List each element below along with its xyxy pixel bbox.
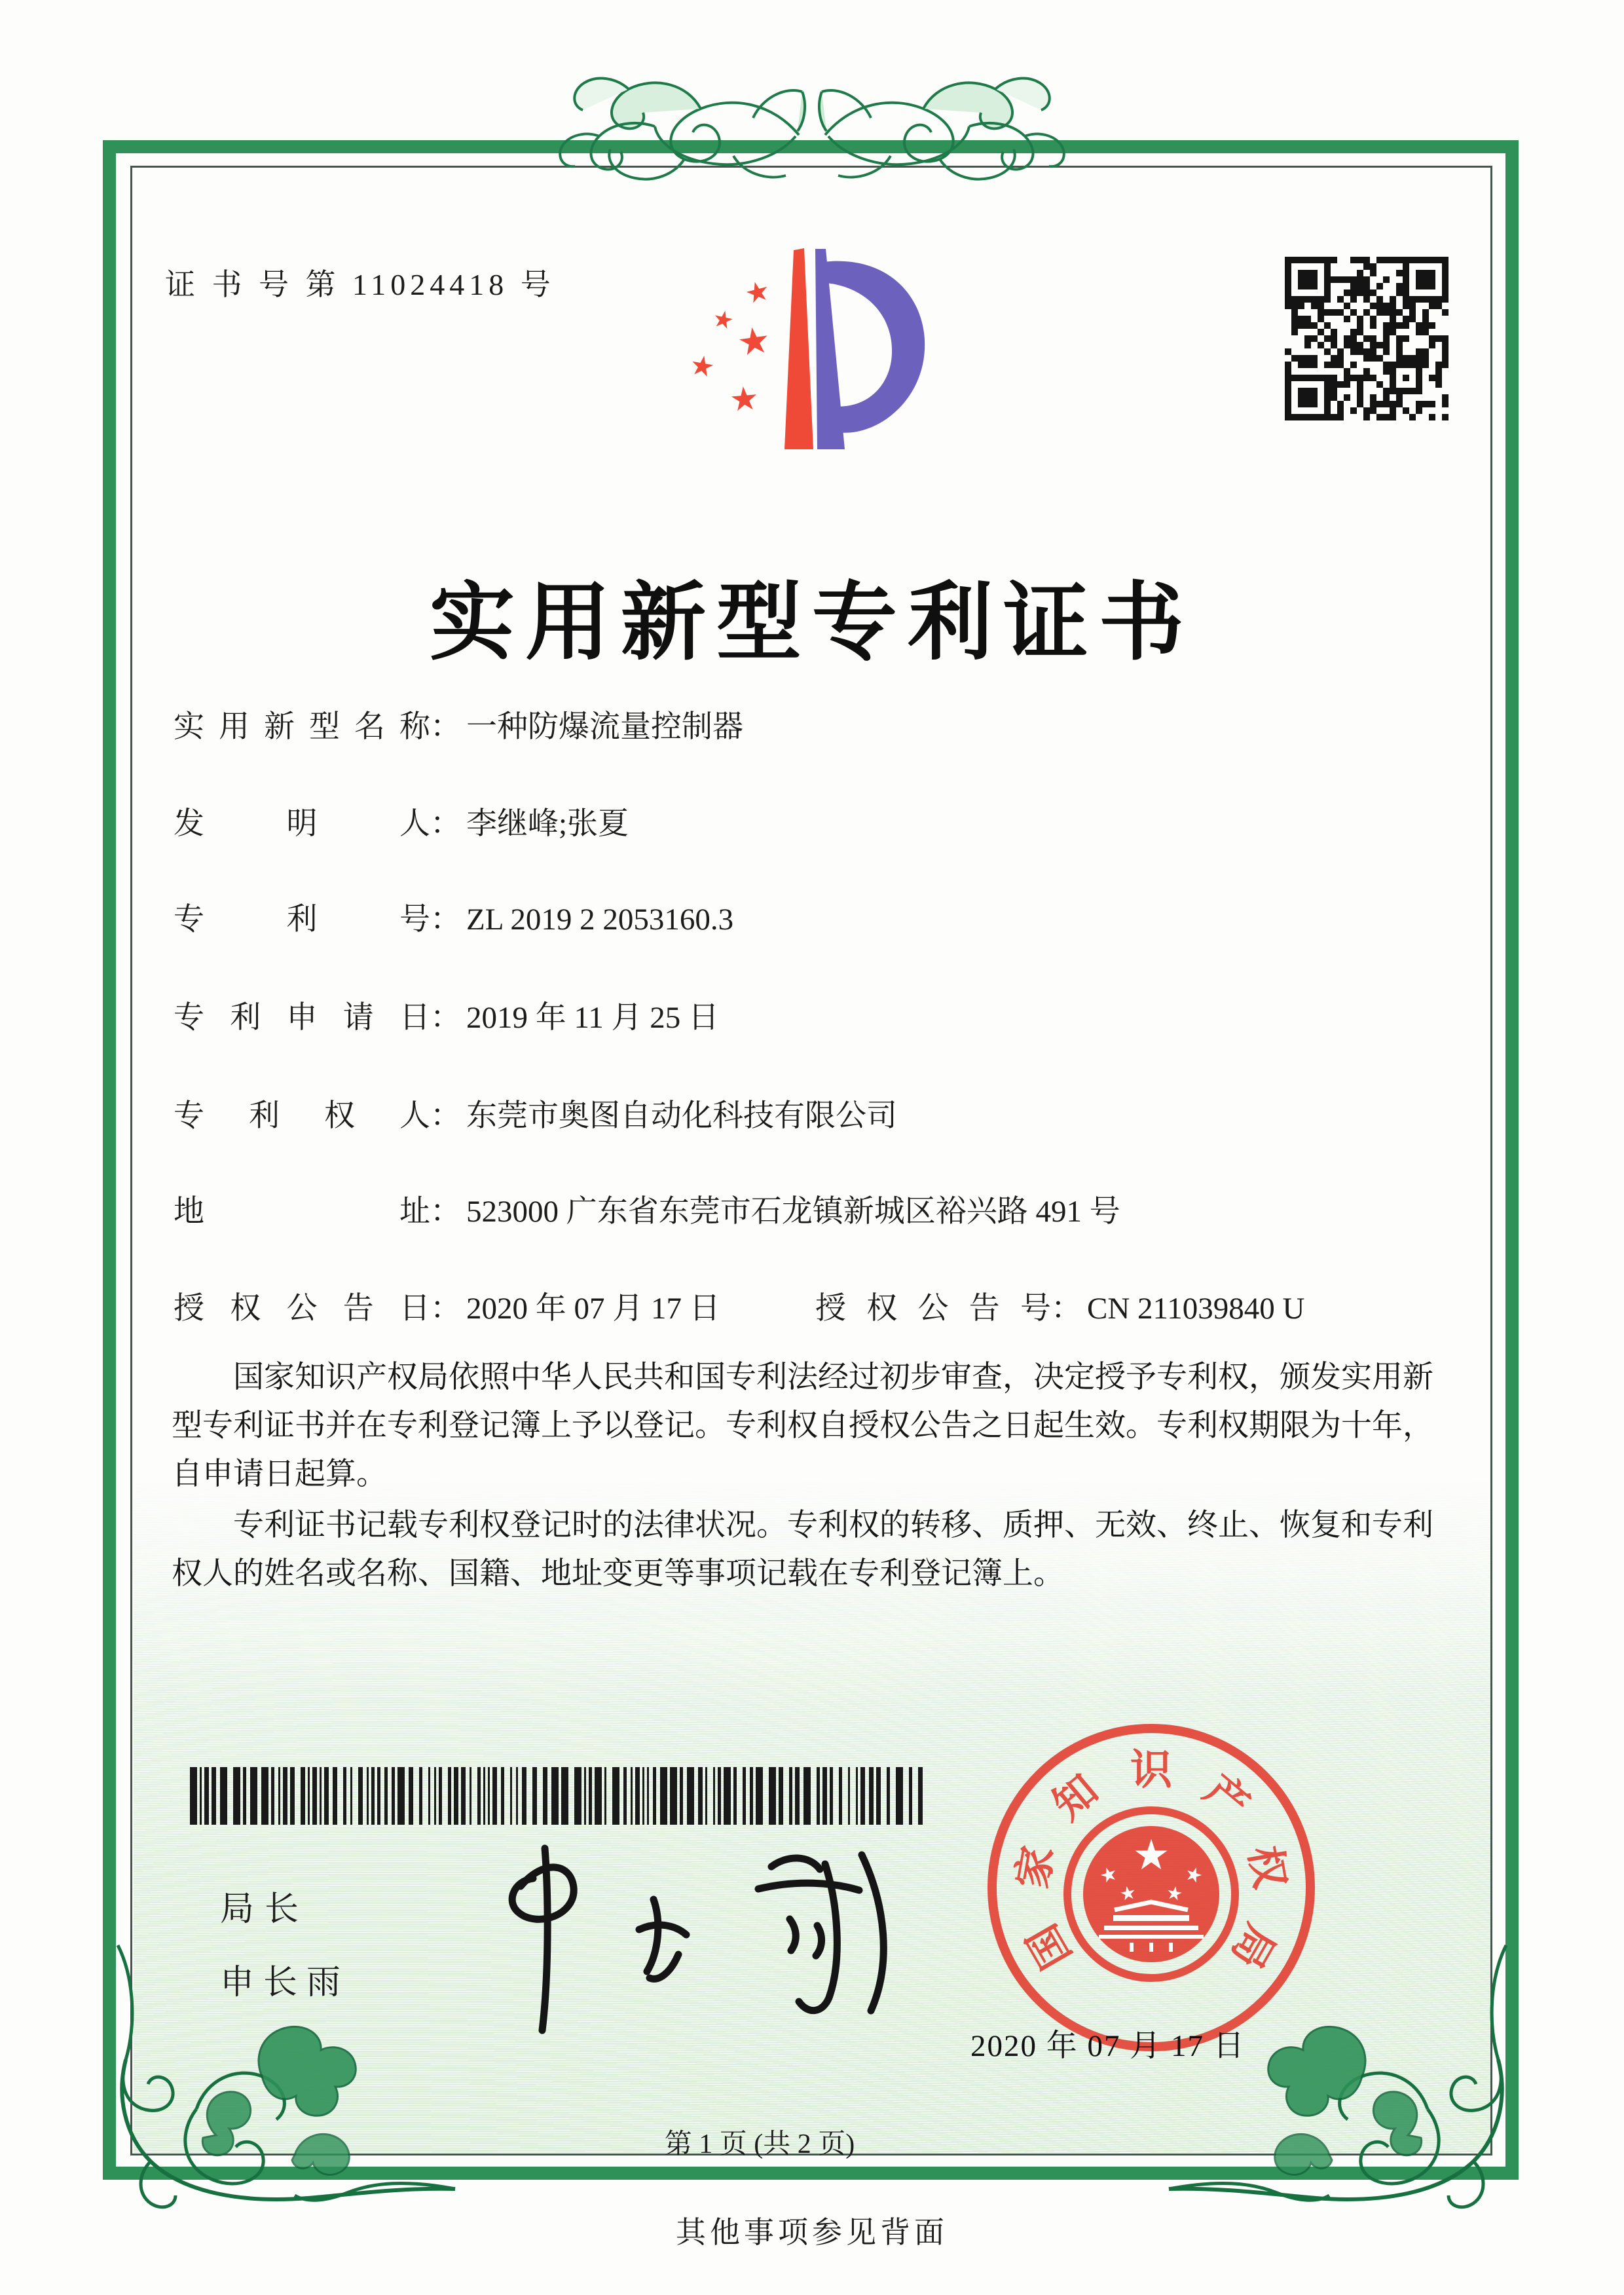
field-label: 专利申请日 [174, 1001, 430, 1035]
svg-text:权: 权 [1240, 1842, 1294, 1892]
field-pair-grant-no: 授权公告号： CN 211039840 U [815, 1284, 1305, 1328]
star-icon: ★ [710, 305, 737, 336]
field-row-filing-date: 专利申请日： 2019 年 11 月 25 日 [174, 993, 1477, 1037]
svg-text:产: 产 [1196, 1766, 1258, 1829]
svg-text:★: ★ [1118, 1881, 1138, 1906]
svg-text:局: 局 [1222, 1916, 1284, 1977]
qr-code [1285, 257, 1449, 420]
page-number: 第 1 页 (共 2 页) [664, 2129, 855, 2159]
svg-text:★: ★ [1132, 1831, 1170, 1880]
field-label: 实用新型名称 [174, 710, 430, 744]
national-emblem-icon [1067, 1810, 1235, 1978]
star-icon: ★ [741, 273, 773, 311]
page-title: 实用新型专利证书 [429, 576, 1194, 671]
field-row-name: 实用新型名称： 一种防爆流量控制器 [174, 702, 1477, 746]
field-row-patent-no: 专利号： ZL 2019 2 2053160.3 [174, 895, 1477, 939]
field-value: 李继峰;张夏 [466, 807, 629, 841]
field-row-grant: 授权公告日： 2020 年 07 月 17 日 授权公告号： CN 211039840 U [174, 1284, 1477, 1328]
legal-paragraph-1: 国家知识产权局依照中华人民共和国专利法经过初步审查，决定授予专利权，颁发实用新型专利证书并在专利登记簿上予以登记。专利权自授权公告之日起生效。专利权期限为十年，自申请日起算。 [172, 1360, 1433, 1491]
certificate-number: 证 书 号 第 11024418 号 [165, 268, 555, 301]
field-value: 523000 广东省东莞市石龙镇新城区裕兴路 491 号 [466, 1195, 1120, 1229]
commissioner-title: 局长 [220, 1891, 310, 1928]
field-label: 授权公告日 [174, 1292, 430, 1326]
field-label: 专利号 [174, 903, 430, 937]
field-label: 授权公告号 [815, 1292, 1051, 1326]
svg-text:知: 知 [1044, 1766, 1107, 1829]
star-icon: ★ [735, 318, 773, 365]
field-value: 东莞市奥图自动化科技有限公司 [466, 1099, 897, 1133]
field-label: 专利权人 [174, 1099, 430, 1133]
svg-text:识: 识 [1130, 1747, 1172, 1793]
reverse-side-note: 其他事项参见背面 [676, 2216, 948, 2249]
official-seal [981, 1717, 1321, 2058]
star-icon: ★ [728, 379, 761, 419]
field-row-address: 地址： 523000 广东省东莞市石龙镇新城区裕兴路 491 号 [174, 1187, 1477, 1231]
svg-text:★: ★ [1181, 1861, 1206, 1889]
svg-text:★: ★ [1096, 1861, 1121, 1889]
seal-date: 2020 年 07 月 17 日 [970, 2029, 1246, 2063]
commissioner-signature [458, 1826, 969, 2049]
field-row-patentee: 专利权人： 东莞市奥图自动化科技有限公司 [174, 1091, 1477, 1135]
star-icon: ★ [687, 348, 718, 384]
field-row-inventor: 发明人： 李继峰;张夏 [174, 799, 1477, 843]
field-value: ZL 2019 2 2053160.3 [466, 903, 734, 937]
field-value: 2019 年 11 月 25 日 [466, 1001, 720, 1035]
field-label: 发明人 [174, 807, 430, 841]
cnipa-logo [681, 241, 936, 464]
logo-p-shape [784, 248, 925, 449]
top-dragon-ornament [537, 58, 1087, 195]
field-label: 地址 [174, 1195, 430, 1229]
legal-paragraph-2: 专利证书记载专利权登记时的法律状况。专利权的转移、质押、无效、终止、恢复和专利权人的姓名或名称、国籍、地址变更等事项记载在专利登记簿上。 [172, 1508, 1433, 1591]
logo-stars [688, 274, 773, 419]
svg-text:国: 国 [1018, 1916, 1080, 1977]
field-value: CN 211039840 U [1087, 1292, 1305, 1326]
field-value: 一种防爆流量控制器 [466, 710, 743, 744]
svg-text:家: 家 [1008, 1842, 1062, 1892]
field-value: 2020 年 07 月 17 日 [466, 1292, 720, 1326]
svg-text:★: ★ [1164, 1881, 1185, 1906]
commissioner-name: 申长雨 [220, 1964, 350, 2002]
barcode [190, 1767, 933, 1825]
legal-text [172, 1353, 1459, 1601]
